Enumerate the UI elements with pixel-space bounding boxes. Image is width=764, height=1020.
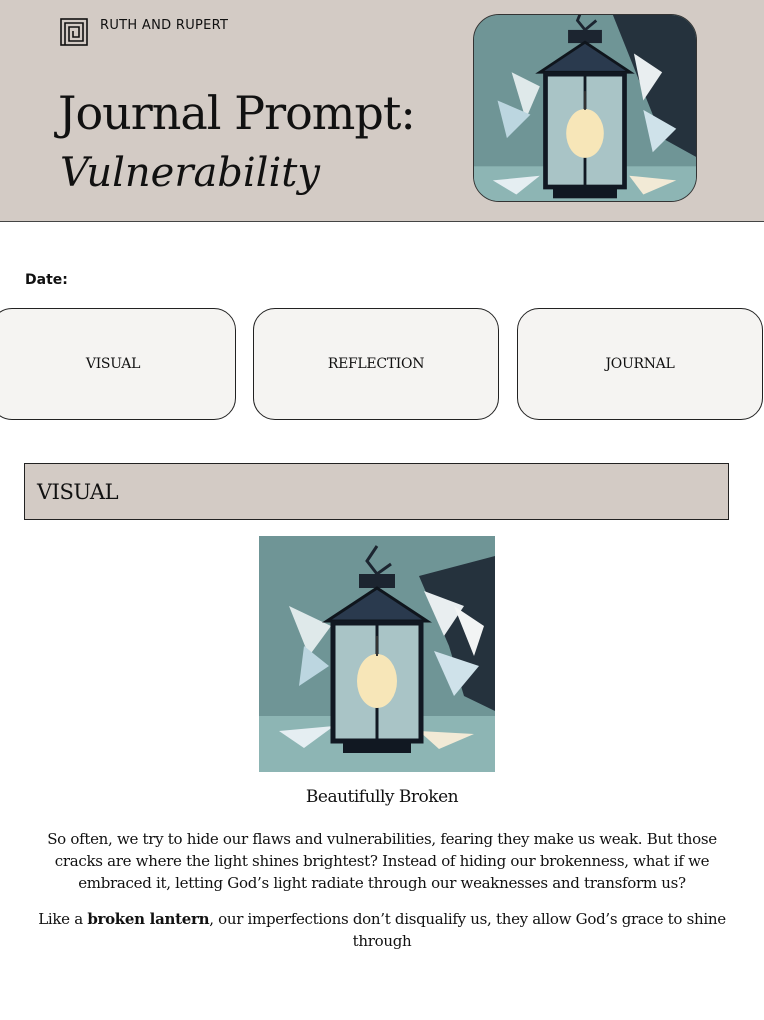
paragraph2-prefix: Like a <box>38 910 88 928</box>
square-maze-logo-icon <box>60 18 88 46</box>
page-header <box>0 0 764 222</box>
broken-lantern-illustration <box>259 536 495 772</box>
brand-name: RUTH AND RUPERT <box>100 17 229 33</box>
visual-lantern-image <box>259 536 495 772</box>
page-subtitle: Vulnerability <box>60 150 320 196</box>
section-heading-visual <box>24 463 729 520</box>
reflection-paragraph-2 <box>22 908 742 952</box>
paragraph2-suffix: , our imperfections don’t disqualify us, they allow God’s grace to shine through <box>209 910 726 950</box>
brand[interactable] <box>60 18 228 46</box>
page-title: Journal Prompt: <box>58 86 415 140</box>
broken-lantern-illustration <box>474 15 696 201</box>
section-title: VISUAL <box>37 479 119 504</box>
reflection-paragraph: So often, we try to hide our flaws and vulnerabilities, fearing they make us weak. But those cracks are where the light shines brightest? Instead of hiding our brokenness, what if we embraced it, letting God’s light radiate through our weaknesses and transform us? <box>47 830 717 892</box>
image-caption: Beautifully Broken <box>305 787 459 807</box>
tab-reflection[interactable]: REFLECTION <box>253 308 499 420</box>
date-label: Date: <box>25 272 68 288</box>
paragraph2-bold: broken lantern <box>87 910 210 928</box>
tab-journal[interactable]: JOURNAL <box>517 308 763 420</box>
tab-visual[interactable]: VISUAL <box>0 308 236 420</box>
header-lantern-image <box>473 14 697 202</box>
